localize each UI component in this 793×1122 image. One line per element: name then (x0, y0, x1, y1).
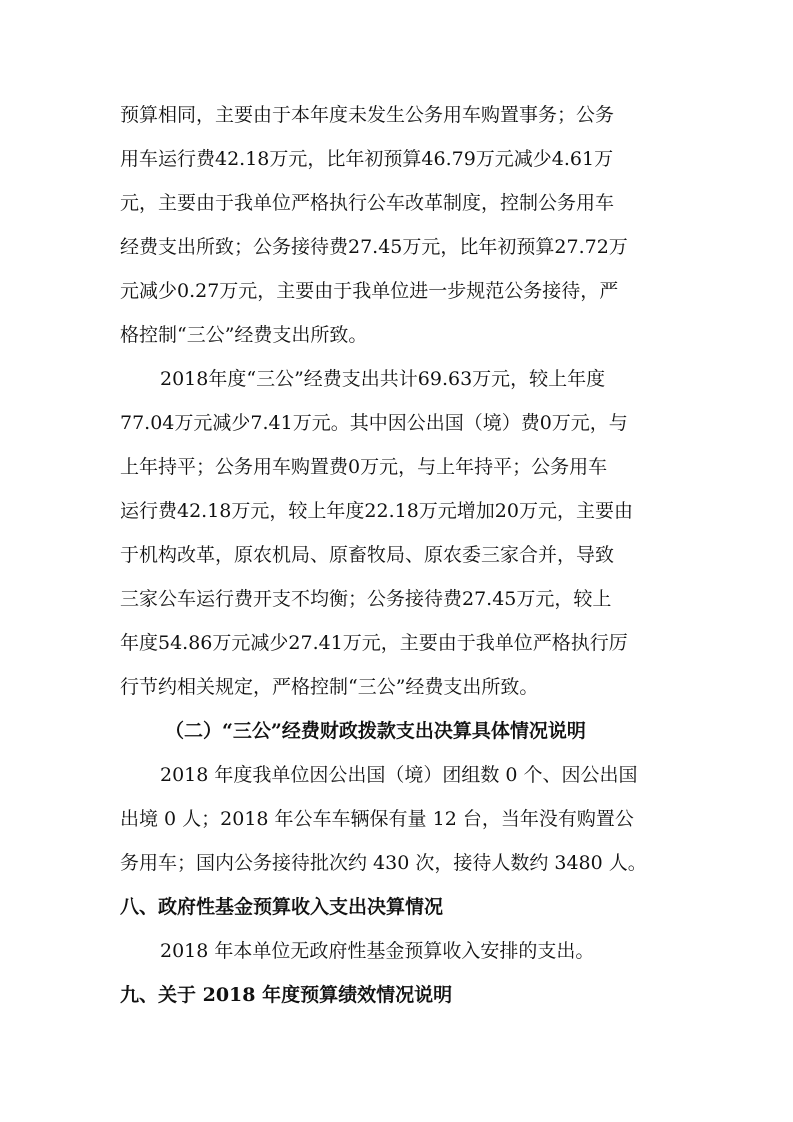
section-heading-8: 八、政府性基金预算收入支出决算情况 (120, 896, 444, 918)
text-line: 2018 年本单位无政府性基金预算收入安排的支出。 (160, 940, 595, 962)
section-subheading: （二）“三公”经费财政拨款支出决算具体情况说明 (165, 720, 586, 742)
text-line: 2018年度“三公”经费支出共计69.63万元，较上年度 (160, 368, 606, 390)
text-line: 经费支出所致；公务接待费27.45万元，比年初预算27.72万 (120, 236, 628, 258)
text-line: 运行费42.18万元，较上年度22.18万元增加20万元，主要由 (120, 500, 633, 522)
text-line: 2018 年度我单位因公出国（境）团组数 0 个、因公出国 (160, 764, 638, 786)
text-line: 三家公车运行费开支不均衡；公务接待费27.45万元，较上 (120, 588, 612, 610)
text-line: 务用车；国内公务接待批次约 430 次，接待人数约 3480 人。 (120, 852, 647, 874)
text-line: 元，主要由于我单位严格执行公车改革制度，控制公务用车 (120, 192, 615, 214)
text-line: 上年持平；公务用车购置费0万元，与上年持平；公务用车 (120, 456, 608, 478)
text-line: 行节约相关规定，严格控制“三公”经费支出所致。 (120, 676, 539, 698)
text-line: 77.04万元减少7.41万元。其中因公出国（境）费0万元，与 (120, 412, 628, 434)
text-line: 出境 0 人；2018 年公车车辆保有量 12 台，当年没有购置公 (120, 808, 634, 830)
section-heading-9: 九、关于 2018 年度预算绩效情况说明 (120, 984, 453, 1006)
text-line: 用车运行费42.18万元，比年初预算46.79万元减少4.61万 (120, 148, 614, 170)
text-line: 预算相同，主要由于本年度未发生公务用车购置事务；公务 (120, 104, 615, 126)
text-line: 年度54.86万元减少27.41万元，主要由于我单位严格执行厉 (120, 632, 628, 654)
text-line: 格控制“三公”经费支出所致。 (120, 324, 368, 346)
text-line: 元减少0.27万元，主要由于我单位进一步规范公务接待，严 (120, 280, 619, 302)
text-line: 于机构改革，原农机局、原畜牧局、原农委三家合并，导致 (120, 544, 615, 566)
